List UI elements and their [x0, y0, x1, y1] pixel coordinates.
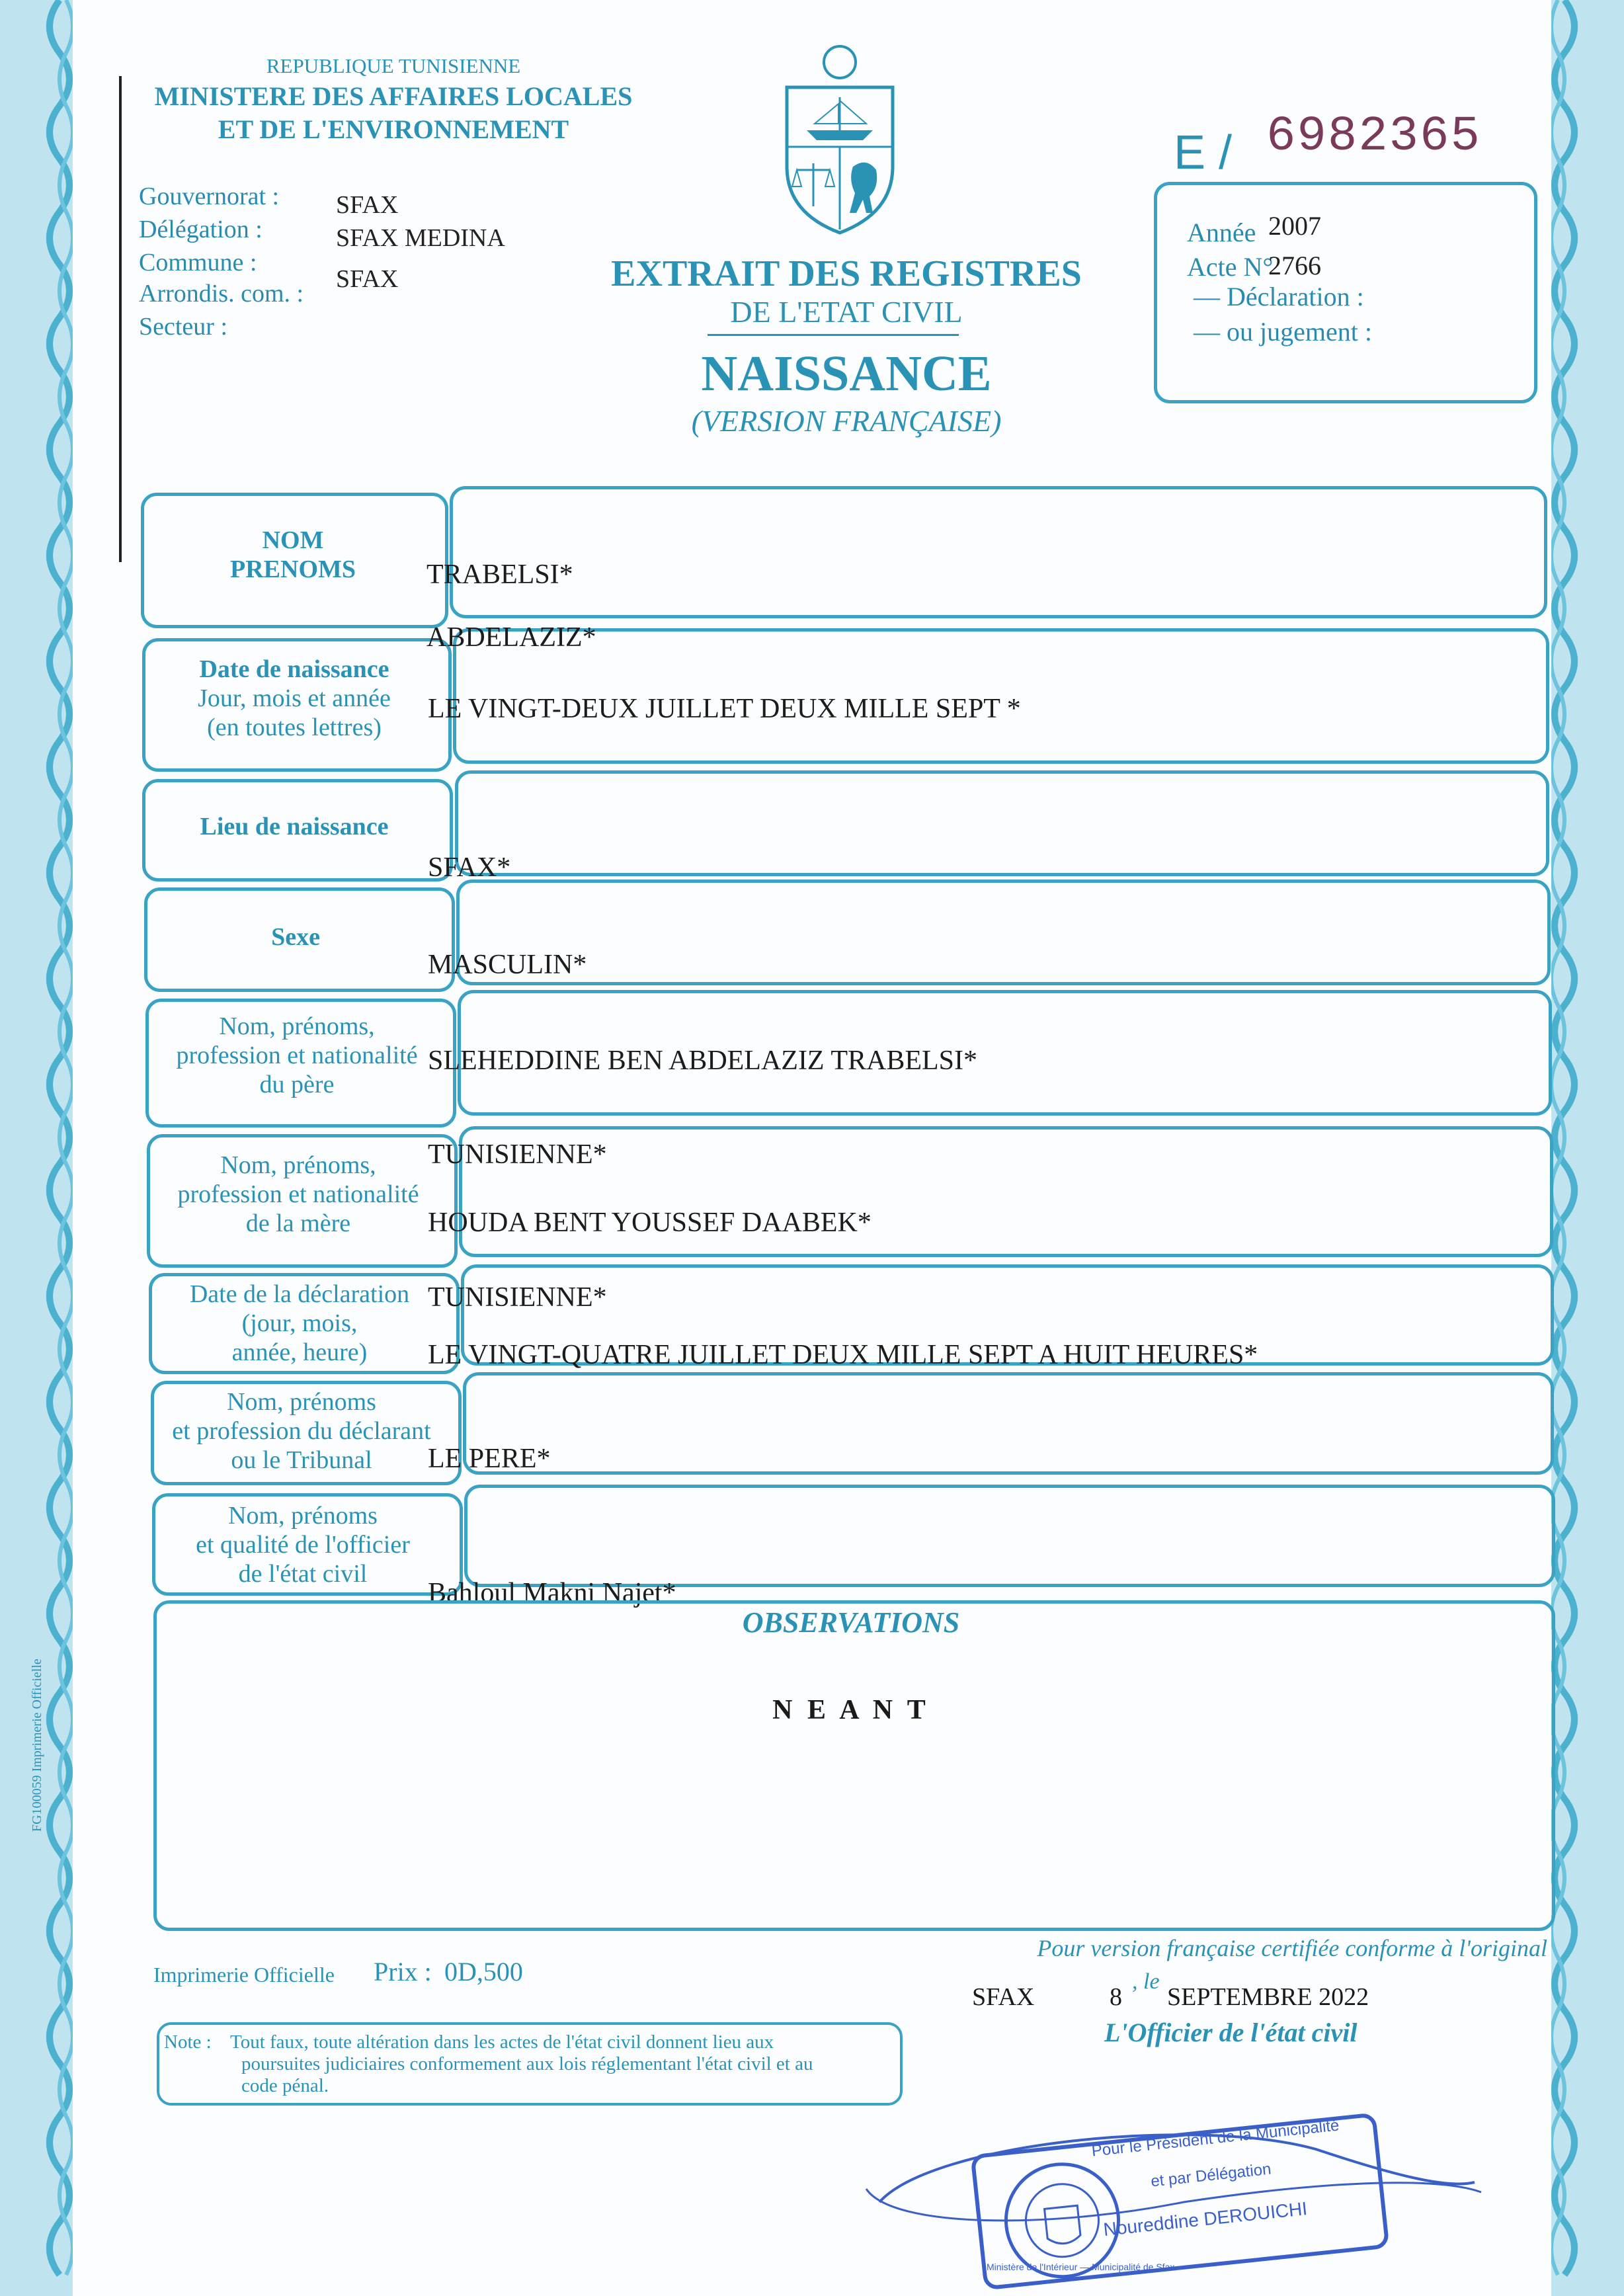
certif-text: Pour version française certifiée conforme à l'original	[1037, 1935, 1547, 1961]
jugement-label: — ou jugement :	[1194, 317, 1372, 347]
label-declaration-line1: Date de la déclaration	[189, 1280, 410, 1308]
label-date-naissance-line3: (en toutes lettres)	[207, 714, 382, 741]
margin-rule	[119, 76, 122, 562]
acte-value: 2766	[1268, 251, 1321, 280]
label-mere-line3: de la mère	[245, 1210, 351, 1237]
lieu-delivrance: SFAX	[972, 1983, 1035, 2011]
label-officier-line2: et qualité de l'officier	[196, 1531, 410, 1559]
gouvernorat-label: Gouvernorat :	[139, 183, 280, 210]
value-mere-nationalite: TUNISIENNE*	[428, 1282, 607, 1313]
stamp-line3: Noureddine DEROUICHI	[1102, 2197, 1309, 2240]
value-mere-nom: HOUDA BENT YOUSSEF DAABEK*	[428, 1208, 872, 1238]
acte-label: Acte N°	[1187, 252, 1274, 282]
label-pere-line3: du père	[259, 1071, 335, 1098]
label-declaration-line3: année, heure)	[231, 1338, 368, 1366]
serial-number: 6982365	[1266, 109, 1481, 165]
label-declaration-line2: (jour, mois,	[241, 1309, 358, 1337]
delegation-value: SFAX MEDINA	[336, 224, 505, 252]
title-underline	[708, 334, 959, 336]
tunisia-coat-of-arms-icon	[774, 41, 906, 239]
label-officier-line1: Nom, prénoms	[228, 1502, 378, 1530]
value-pere-nationalite: TUNISIENNE*	[428, 1139, 607, 1170]
declaration-label: — Déclaration :	[1194, 282, 1364, 311]
note-label: Note :	[164, 2031, 212, 2053]
label-sexe	[147, 922, 444, 952]
value-box-lieu	[455, 770, 1549, 876]
label-officier	[154, 1501, 452, 1588]
right-guilloche-border	[1545, 0, 1624, 2296]
gouvernorat-value: SFAX	[336, 191, 399, 219]
label-declaration	[151, 1280, 448, 1367]
value-declarant: LE PERE*	[428, 1444, 551, 1474]
value-date-naissance: LE VINGT-DEUX JUILLET DEUX MILLE SEPT *	[428, 694, 1021, 724]
jour-delivrance: 8	[1110, 1983, 1122, 2011]
ministere-line2: ET DE L'ENVIRONNEMENT	[218, 114, 569, 144]
label-mere-line1: Nom, prénoms,	[220, 1151, 376, 1179]
note-line3: code pénal.	[241, 2075, 329, 2096]
observations-title: OBSERVATIONS	[742, 1606, 960, 1639]
label-officier-line3: de l'état civil	[238, 1560, 368, 1588]
officier-signature-label: L'Officier de l'état civil	[1104, 2018, 1358, 2047]
label-prenoms-title: PRENOMS	[230, 555, 356, 583]
observations-box	[153, 1600, 1555, 1931]
left-guilloche-border	[0, 0, 79, 2296]
value-officier: Bahloul Makni Najet*	[428, 1578, 676, 1608]
value-lieu: SFAX*	[428, 852, 511, 883]
ministere-line1: MINISTERE DES AFFAIRES LOCALES	[154, 81, 633, 111]
label-pere-line1: Nom, prénoms,	[219, 1012, 375, 1040]
prix-label: Prix :	[374, 1957, 432, 1987]
label-sexe-title: Sexe	[271, 923, 320, 951]
label-declarant	[153, 1387, 450, 1475]
title-version: (VERSION FRANÇAISE)	[691, 404, 1002, 438]
value-box-declarant	[463, 1372, 1554, 1475]
stamp-line2: et par Délégation	[1150, 2160, 1272, 2191]
prix-value: 0D,500	[444, 1957, 523, 1987]
label-declarant-line1: Nom, prénoms	[227, 1388, 376, 1416]
stamp-seal-text: Ministère de l'Intérieur — Municipalité de Sfax	[987, 2262, 1175, 2272]
title-etat-civil: DE L'ETAT CIVIL	[730, 295, 963, 329]
observations-text: N E A N T	[772, 1695, 930, 1725]
secteur-label: Secteur :	[139, 313, 228, 341]
commune-value: SFAX	[336, 265, 399, 293]
delegation-label: Délégation :	[139, 216, 263, 243]
stamp-line1: Pour le Président de la Municipalité	[1090, 2116, 1340, 2160]
label-lieu-title: Lieu de naissance	[200, 813, 389, 840]
imprimerie-label: Imprimerie Officielle	[153, 1963, 335, 1987]
value-pere-nom: SLEHEDDINE BEN ABDELAZIZ TRABELSI*	[428, 1046, 977, 1076]
note-line2: poursuites judiciaires conformement aux lois réglementant l'état civil et au	[241, 2053, 813, 2074]
annee-label: Année	[1187, 218, 1256, 247]
value-sexe: MASCULIN*	[428, 950, 587, 980]
side-print-code: FG100059 Imprimerie Officielle	[30, 1659, 44, 1832]
label-pere-line2: profession et nationalité	[176, 1042, 418, 1069]
label-pere	[148, 1012, 446, 1099]
label-declarant-line2: et profession du déclarant	[172, 1417, 431, 1445]
label-nom	[144, 526, 442, 584]
note-line1: Tout faux, toute altération dans les actes de l'état civil donnent lieu aux	[230, 2031, 774, 2053]
serial-prefix: E /	[1174, 126, 1233, 179]
label-date-naissance	[145, 655, 443, 742]
value-box-nom	[450, 486, 1547, 618]
republique-header: REPUBLIQUE TUNISIENNE	[266, 54, 521, 77]
label-mere-line2: profession et nationalité	[177, 1180, 419, 1208]
title-extrait: EXTRAIT DES REGISTRES	[611, 253, 1082, 294]
label-date-naissance-line2: Jour, mois et année	[198, 684, 391, 712]
title-naissance: NAISSANCE	[701, 346, 992, 401]
annee-value: 2007	[1268, 211, 1321, 241]
label-date-naissance-title: Date de naissance	[199, 655, 389, 683]
commune-label: Commune :	[139, 249, 257, 276]
le-label: , le	[1132, 1969, 1160, 1994]
value-box-officier	[464, 1485, 1555, 1587]
label-mere	[149, 1151, 447, 1238]
date-delivrance: SEPTEMBRE 2022	[1167, 1983, 1369, 2011]
value-nom: TRABELSI*	[426, 559, 573, 590]
arrondis-label: Arrondis. com. :	[139, 280, 304, 308]
value-box-sexe	[456, 880, 1551, 985]
value-prenoms: ABDELAZIZ*	[426, 622, 596, 653]
label-lieu	[145, 812, 443, 841]
label-declarant-line3: ou le Tribunal	[231, 1446, 372, 1474]
label-nom-title: NOM	[262, 526, 324, 554]
value-declaration: LE VINGT-QUATRE JUILLET DEUX MILLE SEPT A HUIT HEURES*	[428, 1340, 1258, 1370]
